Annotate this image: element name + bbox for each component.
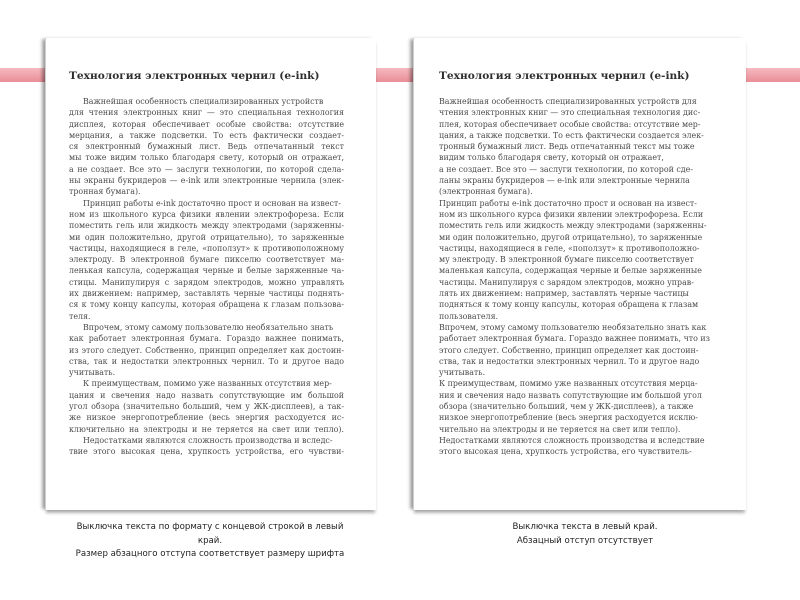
text-line: ми один положительно, другой отрицательно), то заряженные <box>439 232 703 242</box>
right-page-sample <box>413 38 746 510</box>
text-line: ном из школьного курса физики явлении электрофореза. Если <box>439 209 704 219</box>
text-line: подняться к тому концу капсулы, которая обращена к глазам <box>439 300 699 310</box>
text-line: из этого следует. Собственно, принцип определяет как достоин- <box>69 345 344 355</box>
text-line: Принцип работы e-ink достаточно прост и основан на извест- <box>439 198 697 208</box>
text-line: этого высокая цена, хрупкость устройства, его чувствитель- <box>439 447 692 457</box>
text-line: плея, которая обеспечивает особые свойства: отсутствие мер- <box>439 119 701 129</box>
text-line: ны экраны букридеров — e-ink или электронные чернила (элек- <box>69 176 344 186</box>
text-line: видим только благодаря свету, который он отражает, <box>439 153 664 163</box>
text-line: теля. <box>69 311 91 321</box>
text-line: лять их движением: например, заставлять черные частицы <box>439 289 689 299</box>
text-line: чтения электронных книг — это специальная технология дис- <box>439 108 701 118</box>
text-line: для чтения электронных книг — это специальная технология <box>69 108 344 118</box>
text-line: чительно на электроды и не теряется на свет или тепло). <box>439 424 681 434</box>
text-line: стицы. Манипулируя с зарядом электродов, можно управлять <box>69 277 344 287</box>
text-line: К преимуществам, помимо уже названных отсутствия мерца- <box>439 379 698 389</box>
text-line: ства, так и недостатки электронных чернил. То и другое надо <box>69 356 344 366</box>
text-line: ланы экраны букридеров — e-ink или электронные чернила <box>439 176 690 186</box>
text-line: Недостатками являются сложность производства и вследствие <box>439 435 705 445</box>
text-line: а не создает. Все это — заслуги технологии, по которой сдела- <box>69 164 344 174</box>
text-line: цания, а также подсветки. То есть фактически создается элек- <box>439 130 704 140</box>
caption-line: Выключка текста в левый край. <box>512 522 658 532</box>
text-line: низкое энергопотребление (весь энергия расходуется исклю- <box>439 413 698 423</box>
text-line: Недостатками являются сложность производства и вследс- <box>83 435 333 445</box>
left-page-text <box>69 96 344 458</box>
text-line: тронный бумажный лист. Ведь отпечатанный текст мы тоже <box>439 142 695 152</box>
left-page-sample <box>45 38 376 510</box>
caption-line: Размер абзацного отступа соответствует размеру шрифта <box>75 549 345 559</box>
text-line: му электроду. В электронной бумаге пикселю соответствует <box>439 255 694 265</box>
text-line: поместить гель или жидкость между электродами (заряженны- <box>69 221 344 231</box>
caption-line: Выключка текста по формату с концевой строкой в левый <box>76 522 344 532</box>
text-line: ся электронный бумажный лист. Ведь отпечатанный текст <box>69 142 344 152</box>
text-line: частицы. Манипулируя с зарядом электродов, можно управ- <box>439 277 694 287</box>
text-line: ся к тому концу капсулы, которая обращена к глазам пользова- <box>69 300 344 310</box>
text-line: мы тоже видим только благодаря свету, который он отражает, <box>69 153 344 163</box>
right-page-text <box>439 96 715 458</box>
text-line: Важнейшая особенность специализированных устройств для <box>439 97 697 106</box>
left-caption <box>45 521 375 562</box>
text-line: частицы, находящиеся в геле, «поползут» к противоположно- <box>439 243 700 253</box>
text-line: угол обзора (значительно больший, чем у ЖК-дисплеев), а так- <box>69 402 344 412</box>
caption-line: край. <box>197 535 223 546</box>
text-line: цания и свечения надо назвать сопутствующие им большой <box>69 390 344 400</box>
text-line: пользователя. <box>439 311 499 321</box>
text-line: тронная бумага). <box>69 187 141 197</box>
right-caption <box>450 521 720 548</box>
text-line: Принцип работы e-ink достаточно прост и основан на извест- <box>83 198 341 208</box>
text-line: этого следует. Собственно, принцип определяет как достоин- <box>439 345 699 355</box>
text-line: учитывать. <box>69 368 116 378</box>
text-line: Впрочем, этому самому пользователю необязательно знать <box>83 322 334 332</box>
text-line: же низкое энергопотребление (весь энергия расходуется ис- <box>69 413 344 423</box>
text-line: дисплея, которая обеспечивает особые свойства: отсутствие <box>69 119 344 129</box>
left-page-title: Технология электронных чернил (e-ink) <box>69 70 320 82</box>
text-line: мерцания, а также подсветки. То есть фактически создает- <box>69 130 344 140</box>
text-line: обзора (значительно больший, чем у ЖК-дисплеев), а также <box>439 402 694 412</box>
text-line: Важнейшая особенность специализированных устройств <box>83 97 324 106</box>
text-line: ми один положительно, другой отрицательно), то заряженные <box>69 232 344 242</box>
text-line: ства, так и недостатки электронных чернил. То и другое надо <box>439 356 700 366</box>
text-line: твие этого высокая цена, хрупкость устройства, его чувстви- <box>69 447 344 457</box>
text-line: ния и свечения надо назвать сопутствующие им большой угол <box>439 390 702 400</box>
caption-line: Абзацный отступ отсутствует <box>516 535 654 546</box>
right-page-title: Технология электронных чернил (e-ink) <box>439 70 690 82</box>
text-line: (электронная бумага). <box>439 187 533 197</box>
text-line: их движением: например, заставлять черные частицы поднять- <box>69 289 344 299</box>
text-line: К преимуществам, помимо уже названных отсутствия мер- <box>83 379 332 389</box>
text-line: как работает электронная бумага. Гораздо важнее понимать, <box>69 334 344 344</box>
text-line: работает электронная бумага. Гораздо важнее понимать, что из <box>439 334 710 344</box>
text-line: электроду. В электронной бумаге пикселю соответствует ма- <box>69 255 344 265</box>
text-line: поместить гель или жидкость между электродами (заряженны- <box>439 221 707 231</box>
text-line: а не создает. Все это — заслуги технологии, по которой сде- <box>439 164 693 174</box>
text-line: маленькая капсула, содержащая черные и белые заряженные <box>439 266 702 276</box>
text-line: ключительно на электроды и не теряется на свет или тепло). <box>69 424 344 434</box>
text-line: Впрочем, этому самому пользователю необязательно знать как <box>439 322 707 332</box>
text-line: учитывать. <box>439 368 486 378</box>
text-line: ном из школьного курса физики явлении электрофореза. Если <box>69 209 344 219</box>
text-line: ленькая капсула, содержащая черные и белые заряженные ча- <box>69 266 344 276</box>
text-line: частицы, находящиеся в геле, «поползут» к противоположному <box>69 243 344 253</box>
